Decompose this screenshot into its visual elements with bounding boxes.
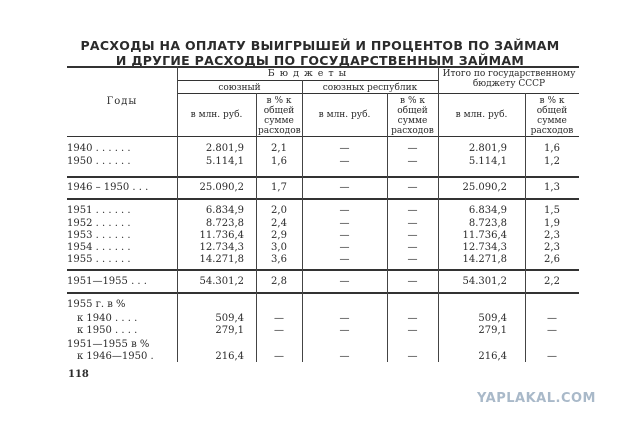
table-row-3-r: —: [339, 205, 350, 216]
table-row-6-t: 12.734,3: [462, 242, 507, 253]
pct-row-2-up: —: [274, 325, 284, 336]
table-row-1-label: 1950 . . . . . .: [67, 156, 131, 167]
header-total-mln: в млн. руб.: [455, 110, 508, 120]
header-rep-mln: в млн. руб.: [318, 110, 371, 120]
header-rep-pct: в % к общей сумме расходов: [391, 96, 434, 136]
table-row-0-up: 2,1: [271, 143, 287, 154]
pct-row-1-rp: —: [407, 313, 418, 324]
table-title-line2: И ДРУГИЕ РАСХОДЫ ПО ГОСУДАРСТВЕННЫМ ЗАЙМАМ: [115, 53, 525, 68]
table-row-2-up: 1,7: [271, 182, 287, 193]
rule-3: [67, 269, 579, 271]
table-row-2-r: —: [339, 182, 350, 193]
table-row-1-up: 1,6: [271, 156, 287, 167]
pct-head-2: 1951—1955 в %: [67, 339, 150, 350]
table-row-8-up: 2,8: [271, 276, 287, 287]
table-row-4-rp: —: [407, 218, 418, 229]
pct-row-1-label: к 1940 . . . .: [77, 313, 138, 324]
table-row-7-tp: 2,6: [544, 254, 560, 265]
pct-row-1-tp: —: [547, 313, 557, 324]
watermark: YAPLAKAL.COM: [477, 391, 596, 406]
table-row-5-tp: 2,3: [544, 230, 560, 241]
table-row-6-tp: 2,3: [544, 242, 560, 253]
table-row-3-rp: —: [407, 205, 418, 216]
header-union: союзный: [218, 83, 261, 93]
pct-row-1-up: —: [274, 313, 284, 324]
table-title-line1: РАСХОДЫ НА ОПЛАТУ ВЫИГРЫШЕЙ И ПРОЦЕНТОВ ПО ЗАЙМАМ: [80, 38, 560, 53]
header-union-pct: в % к общей сумме расходов: [258, 96, 301, 136]
table-row-2-label: 1946 – 1950 . . .: [67, 182, 149, 193]
rule-1: [67, 176, 579, 178]
table-row-2-t: 25.090,2: [462, 182, 507, 193]
pct-row-3-r: —: [339, 351, 350, 362]
table-row-3-tp: 1,5: [544, 205, 560, 216]
table-row-7-label: 1955 . . . . . .: [67, 254, 131, 265]
pct-row-2-rp: —: [407, 325, 418, 336]
table-row-7-rp: —: [407, 254, 418, 265]
pct-row-1-t: 509,4: [478, 313, 507, 324]
table-row-2-tp: 1,3: [544, 182, 560, 193]
pct-row-3-rp: —: [407, 351, 418, 362]
table-row-7-t: 14.271,8: [462, 254, 507, 265]
table-row-7-up: 3,6: [271, 254, 287, 265]
table-row-5-rp: —: [407, 230, 418, 241]
pct-row-3-u: 216,4: [215, 351, 244, 362]
pct-row-2-label: к 1950 . . . .: [77, 325, 138, 336]
table-row-1-r: —: [339, 156, 350, 167]
header-years: Годы: [106, 96, 138, 107]
table-row-4-label: 1952 . . . . . .: [67, 218, 131, 229]
page-number: 118: [68, 369, 89, 380]
table-row-1-rp: —: [407, 156, 418, 167]
header-bottom-rule: [67, 136, 579, 137]
table-row-3-up: 2,0: [271, 205, 287, 216]
table-row-0-tp: 1,6: [544, 143, 560, 154]
table-row-4-r: —: [339, 218, 350, 229]
table-row-6-u: 12.734,3: [199, 242, 244, 253]
table-row-4-u: 8.723,8: [205, 218, 244, 229]
table-row-2-rp: —: [407, 182, 418, 193]
pct-head-1: 1955 г. в %: [67, 299, 126, 310]
table-row-0-label: 1940 . . . . . .: [67, 143, 131, 154]
table-row-0-rp: —: [407, 143, 418, 154]
budgets-rule: [177, 80, 438, 81]
rule-2: [67, 198, 579, 200]
pct-row-3-t: 216,4: [478, 351, 507, 362]
table-row-0-r: —: [339, 143, 350, 154]
table-row-8-rp: —: [407, 276, 418, 287]
table-row-0-u: 2.801,9: [205, 143, 244, 154]
table-row-4-tp: 1,9: [544, 218, 560, 229]
table-row-0-t: 2.801,9: [468, 143, 507, 154]
table-row-4-up: 2,4: [271, 218, 287, 229]
table-row-1-t: 5.114,1: [468, 156, 507, 167]
table-row-5-label: 1953 . . . . . .: [67, 230, 131, 241]
table-row-5-u: 11.736,4: [199, 230, 244, 241]
table-row-7-u: 14.271,8: [199, 254, 244, 265]
header-republics: союзных республик: [322, 83, 418, 93]
table-row-6-up: 3,0: [271, 242, 287, 253]
table-row-6-rp: —: [407, 242, 418, 253]
table-row-2-u: 25.090,2: [199, 182, 244, 193]
pct-row-3-tp: —: [547, 351, 557, 362]
table-row-8-u: 54.301,2: [199, 276, 244, 287]
table-row-3-u: 6.834,9: [205, 205, 244, 216]
table-row-8-tp: 2,2: [544, 276, 560, 287]
header-union-mln: в млн. руб.: [190, 110, 243, 120]
table-row-8-r: —: [339, 276, 350, 287]
pct-row-3-label: к 1946—1950 .: [77, 351, 154, 362]
table-row-1-tp: 1,2: [544, 156, 560, 167]
subhead-rule: [177, 93, 579, 94]
pct-row-3-up: —: [274, 351, 284, 362]
table-row-1-u: 5.114,1: [205, 156, 244, 167]
table-row-3-t: 6.834,9: [468, 205, 507, 216]
table-row-5-up: 2,9: [271, 230, 287, 241]
header-total-pct: в % к общей сумме расходов: [530, 96, 574, 136]
table-row-7-r: —: [339, 254, 350, 265]
pct-row-1-r: —: [339, 313, 350, 324]
header-budgets: Б ю д ж е т ы: [267, 68, 348, 79]
rule-4: [67, 292, 579, 294]
table-row-6-label: 1954 . . . . . .: [67, 242, 131, 253]
table-row-3-label: 1951 . . . . . .: [67, 205, 131, 216]
pct-row-2-u: 279,1: [215, 325, 244, 336]
table-row-6-r: —: [339, 242, 350, 253]
table-row-5-r: —: [339, 230, 350, 241]
table-row-5-t: 11.736,4: [462, 230, 507, 241]
table-row-8-t: 54.301,2: [462, 276, 507, 287]
pct-row-2-tp: —: [547, 325, 557, 336]
pct-row-1-u: 509,4: [215, 313, 244, 324]
header-total: Итого по государственному бюджету СССР: [442, 69, 576, 89]
table-row-4-t: 8.723,8: [468, 218, 507, 229]
pct-row-2-t: 279,1: [478, 325, 507, 336]
pct-row-2-r: —: [339, 325, 350, 336]
table-row-8-label: 1951—1955 . . .: [67, 276, 147, 287]
